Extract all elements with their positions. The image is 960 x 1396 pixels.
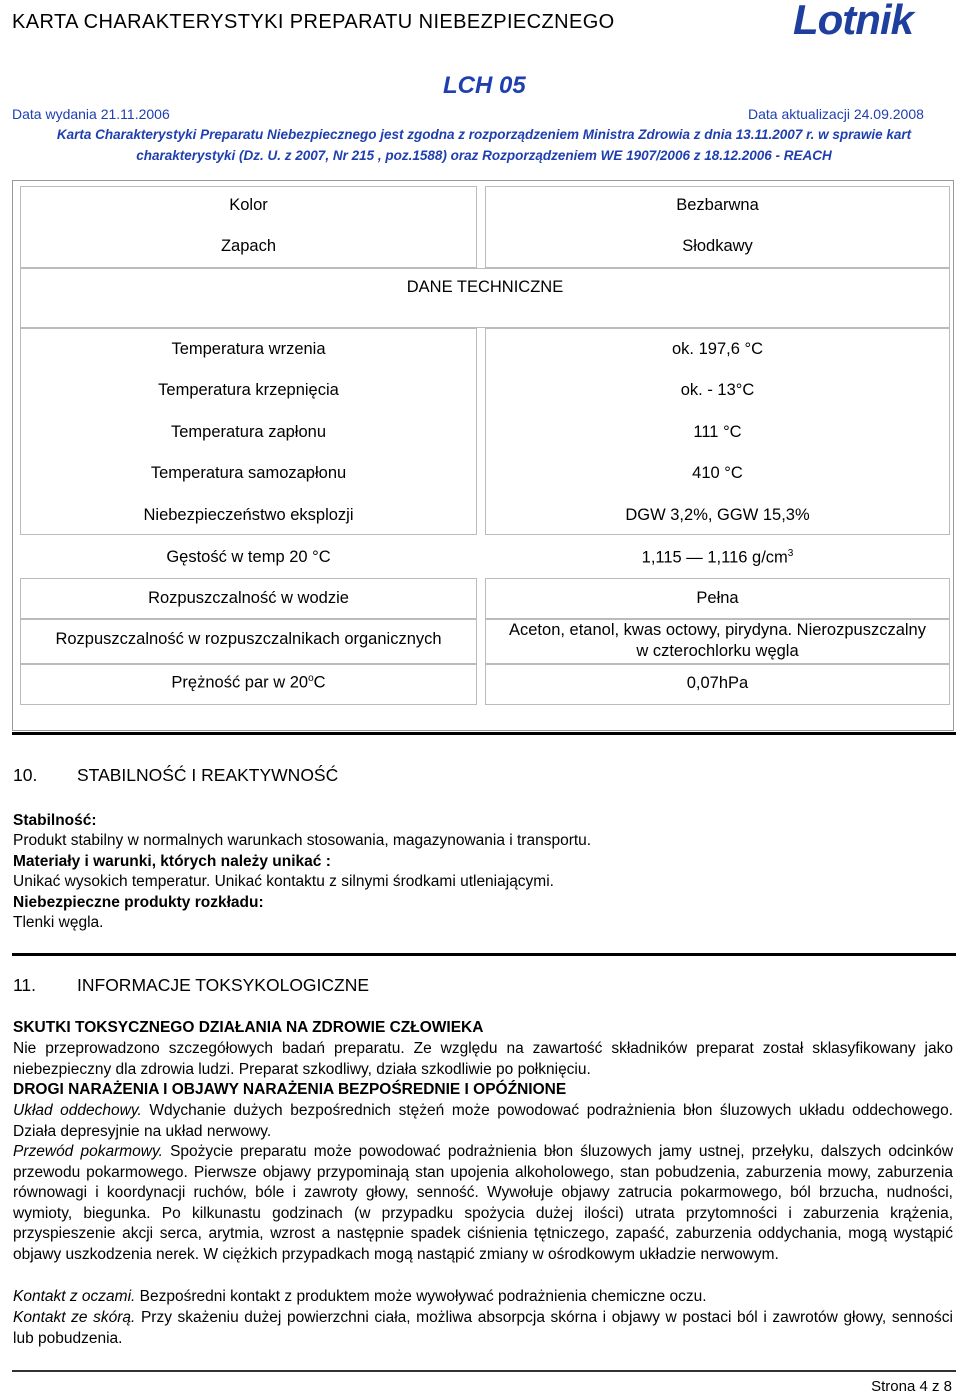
water-solubility-label: Rozpuszczalność w wodzie (148, 589, 349, 607)
section-10-number: 10. (13, 765, 38, 785)
section-10-title: STABILNOŚĆ I REAKTYWNOŚĆ (77, 765, 339, 785)
legal-notice-line-2: charakterystyki (Dz. U. z 2007, Nr 215 , poz.1588) oraz Rozporządzeniem WE 1907/2006 z 18.12.2006 - REACH (136, 148, 832, 163)
explosion-label: Niebezpieczeństwo eksplozji (143, 506, 354, 524)
respiratory-text: Wdychanie dużych bezpośrednich stężeń może powodować podrażnienia błon śluzowych układu oddechowego. Działa depresyjnie na układ nerwowy. (13, 1102, 953, 1140)
footer-divider (12, 1370, 956, 1372)
avoid-label: Materiały i warunki, których należy unikać : (13, 853, 331, 870)
stability-text: Produkt stabilny w normalnych warunkach stosowania, magazynowania i transportu. (13, 832, 592, 849)
eye-contact-paragraph (13, 1287, 953, 1308)
digestive-text: Spożycie preparatu może powodować podrażnienia błon śluzowych jamy ustnej, przełyku, dalszych odcinków przewodu pokarmowego. Pierwsze objawy przypominają stan upojenia alkoholowego, stan pobudzenia, zaburzenia mowy, zaburzenia równowagi i koordynacji ruchów, bóle i zawroty głowy, senność. Wywołuje objawy zatrucia pokarmowego, ból brzucha, nudności, wymioty, biegunka. Po kilkunastu godzinach (w przypadku spożycia dużej ilości) utrata przytomności i zaburzenia krążenia, przyspieszenie akcji serca, arytmia, wzrost a następnie spadek ciśnienia tętniczego, zapaść, zaburzenia oddychania, mogą wystąpić objawy uszkodzenia nerek. W ciężkich przypadkach mogą nastąpić zmiany w ośrodkowym układzie nerwowym. (13, 1143, 954, 1263)
freezing-point-value: ok. - 13°C (680, 381, 755, 399)
explosion-value: DGW 3,2%, GGW 15,3% (625, 506, 810, 524)
technical-data-title: DANE TECHNICZNE (406, 278, 564, 296)
digestive-label: Przewód pokarmowy. (13, 1143, 163, 1160)
density-value-text: 1,115 — 1,116 g/cm (641, 548, 788, 567)
boiling-point-value: ok. 197,6 °C (672, 340, 763, 358)
issue-date: Data wydania 21.11.2006 (12, 106, 170, 122)
section-divider (12, 953, 956, 956)
exposure-routes-heading: DROGI NARAŻENIA I OBJAWY NARAŻENIA BEZPOŚREDNIE I OPÓŹNIONE (13, 1081, 567, 1098)
effects-heading: SKUTKI TOKSYCZNEGO DZIAŁANIA NA ZDROWIE CZŁOWIEKA (13, 1019, 484, 1036)
vapor-pressure-label-text: Prężność par w 20 (171, 673, 309, 692)
degree-sign: o (308, 673, 314, 684)
density-unit-exponent: 3 (787, 548, 794, 559)
density-value (485, 548, 950, 568)
legal-notice (14, 124, 954, 166)
update-date: Data aktualizacji 24.09.2008 (748, 106, 924, 122)
odor-value: Słodkawy (682, 237, 753, 255)
organic-solubility-value-line-1: Aceton, etanol, kwas octowy, pirydyna. Nierozpuszczalny (509, 621, 926, 639)
eye-contact-label: Kontakt z oczami. (13, 1288, 136, 1305)
odor-label: Zapach (220, 237, 277, 255)
flash-point-value: 111 °C (693, 423, 742, 441)
vapor-pressure-label (20, 673, 477, 693)
skin-contact-text: Przy skażeniu dużej powierzchni ciała, możliwa absorpcja skórna i objawy w postaci ból i zawrotów głowy, senności lub pobudzenia. (13, 1309, 953, 1347)
color-label: Kolor (229, 196, 268, 214)
effects-text: Nie przeprowadzono szczegółowych badań preparatu. Ze względu na zawartość składników preparat został sklasyfikowany jako niebezpieczny dla zdrowia ludzi. Preparat szkodliwy, działa szkodliwie po połknięciu. (13, 1040, 953, 1078)
section-divider (12, 732, 956, 735)
skin-contact-paragraph (13, 1308, 953, 1349)
flash-point-label: Temperatura zapłonu (170, 423, 326, 441)
autoignition-label: Temperatura samozapłonu (150, 464, 347, 482)
document-title: KARTA CHARAKTERYSTYKI PREPARATU NIEBEZPIECZNEGO (12, 11, 615, 33)
skin-contact-label: Kontakt ze skórą. (13, 1309, 136, 1326)
freezing-point-label: Temperatura krzepnięcia (158, 381, 339, 399)
boiling-point-label: Temperatura wrzenia (171, 340, 326, 358)
vapor-pressure-label-unit: C (313, 673, 326, 692)
section-title-cell (20, 268, 950, 328)
decomposition-text: Tlenki węgla. (13, 914, 104, 931)
color-value: Bezbarwna (676, 196, 759, 214)
avoid-text: Unikać wysokich temperatur. Unikać kontaktu z silnymi środkami utleniającymi. (13, 873, 554, 890)
organic-solubility-label: Rozpuszczalność w rozpuszczalnikach organicznych (55, 630, 442, 648)
section-11-number: 11. (13, 975, 37, 995)
digestive-paragraph (13, 1142, 953, 1266)
water-solubility-value: Pełna (696, 589, 739, 607)
page-number: Strona 4 z 8 (871, 1378, 952, 1395)
vapor-pressure-value: 0,07hPa (686, 674, 749, 692)
respiratory-label: Układ oddechowy. (13, 1102, 142, 1119)
organic-solubility-value-line-2: w czterochlorku węgla (636, 642, 799, 660)
autoignition-value: 410 °C (692, 464, 743, 482)
respiratory-paragraph (13, 1101, 953, 1142)
density-label: Gęstość w temp 20 °C (166, 548, 331, 566)
product-code: LCH 05 (443, 72, 526, 99)
stability-label: Stabilność: (13, 812, 97, 829)
eye-contact-text: Bezpośredni kontakt z produktem może wywoływać podrażnienia chemiczne oczu. (135, 1288, 707, 1305)
legal-notice-line-1: Karta Charakterystyki Preparatu Niebezpiecznego jest zgodna z rozporządzeniem Ministra Zdrowia z dnia 13.11.2007 r. w sprawie kart (56, 127, 912, 142)
decomposition-label: Niebezpieczne produkty rozkładu: (13, 894, 264, 911)
section-11-title: INFORMACJE TOKSYKOLOGICZNE (77, 975, 370, 995)
lotnik-logo: Lotnik (793, 0, 913, 43)
